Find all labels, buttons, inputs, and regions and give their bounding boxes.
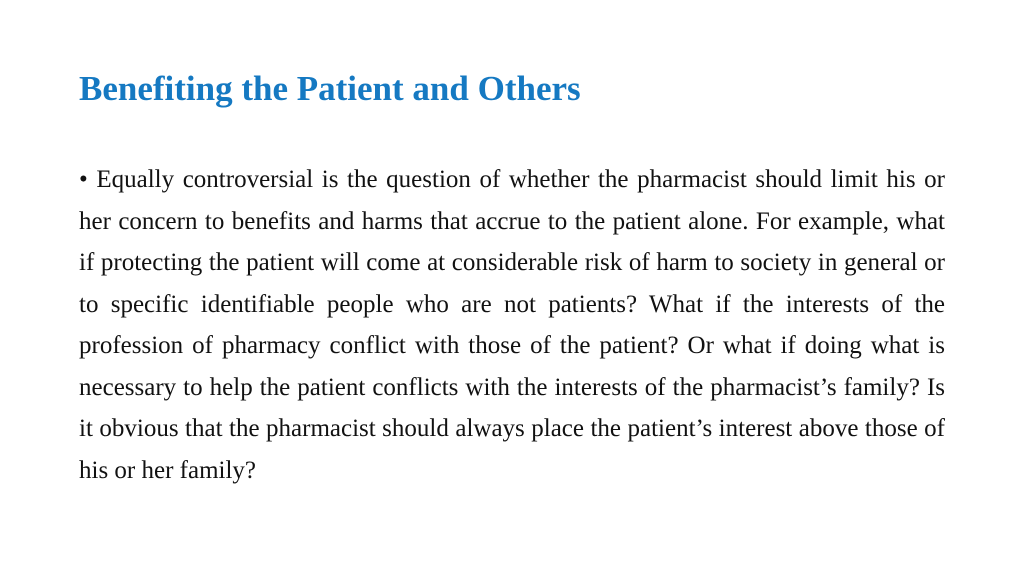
bullet-text: Equally controversial is the question of whether the pharmacist should limit his or her concern to benefits and harms that accrue to the patient alone. For example, what if protecting the patient will come at considerable risk of harm to society in general or to specific identifiable people who are not patients? What if the interests of the profession of pharmacy conflict with those of the patient? Or what if doing what is necessary to help the patient conflicts with the interests of the pharmacist’s family? Is it obvious that the pharmacist should always place the patient’s interest above those of his or her family? — [79, 166, 946, 484]
bullet-icon: • — [79, 166, 88, 193]
slide-title: Benefiting the Patient and Others — [79, 69, 581, 108]
bullet-paragraph — [79, 159, 945, 491]
